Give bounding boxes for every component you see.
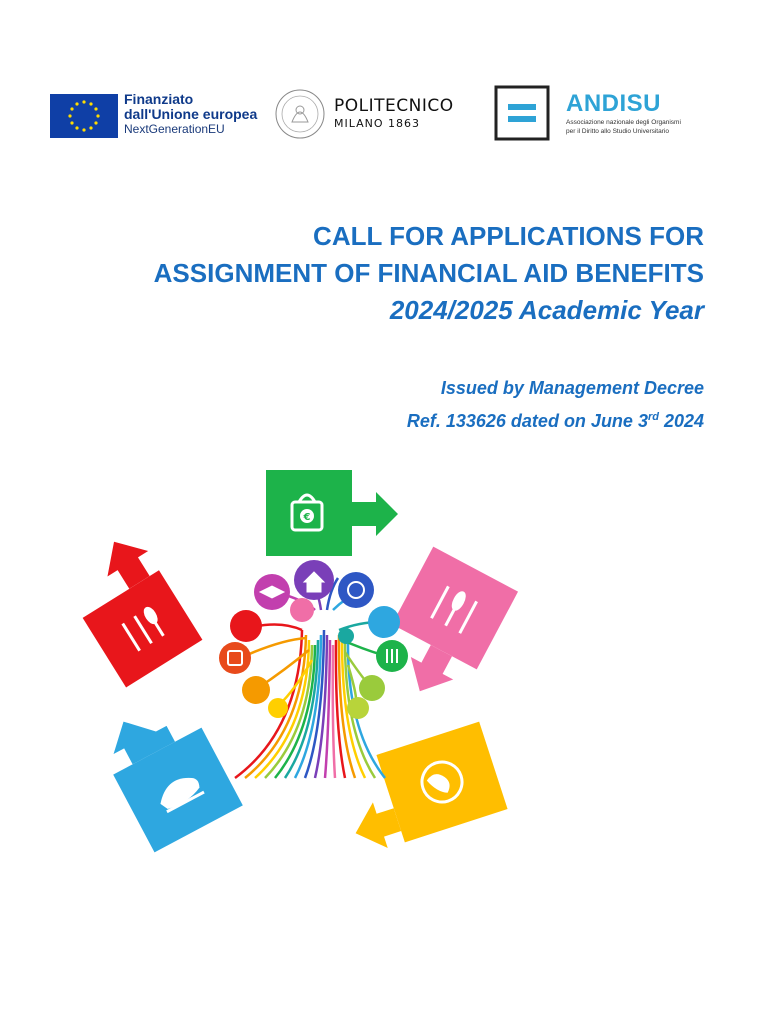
politecnico-seal-icon (274, 88, 326, 140)
cyan-hand-tile (93, 691, 242, 853)
politecnico-logo-text (334, 96, 454, 130)
andisu-logo-text (566, 90, 686, 136)
andisu-name: ANDISU (566, 90, 662, 117)
eu-flag-icon (50, 94, 118, 138)
svg-text:€: € (303, 512, 311, 523)
andisu-mark-icon (494, 85, 550, 141)
logo-bar (0, 80, 768, 150)
title-line-1: CALL FOR APPLICATIONS FOR (313, 221, 704, 251)
eu-line-3: NextGenerationEU (124, 122, 225, 136)
politecnico-name: POLITECNICO (334, 96, 454, 116)
ref-suffix: 2024 (658, 411, 704, 431)
yellow-globe-tile (335, 722, 508, 856)
decree-reference (407, 403, 704, 436)
eu-funding-text (124, 92, 257, 137)
benefits-tree-illustration (80, 460, 540, 860)
document-title (154, 218, 704, 329)
andisu-desc-1: Associazione nazionale degli Organismi (566, 119, 681, 126)
title-line-2: ASSIGNMENT OF FINANCIAL AID BENEFITS (153, 258, 704, 288)
eu-line-2: dall'Unione europea (124, 106, 258, 122)
eu-line-1: Finanziato (124, 91, 194, 107)
andisu-desc-2: per il Diritto allo Studio Universitario (566, 128, 669, 135)
issued-info (407, 374, 704, 436)
green-bag-tile (266, 470, 398, 556)
ref-ordinal: rd (647, 411, 659, 423)
politecnico-year: MILANO 1863 (334, 117, 421, 130)
ref-prefix: Ref. 133626 dated on June 3 (406, 411, 648, 431)
issued-by: Issued by Management Decree (440, 378, 704, 398)
title-academic-year: 2024/2025 Academic Year (389, 295, 704, 325)
red-cutlery-tile (80, 529, 203, 687)
